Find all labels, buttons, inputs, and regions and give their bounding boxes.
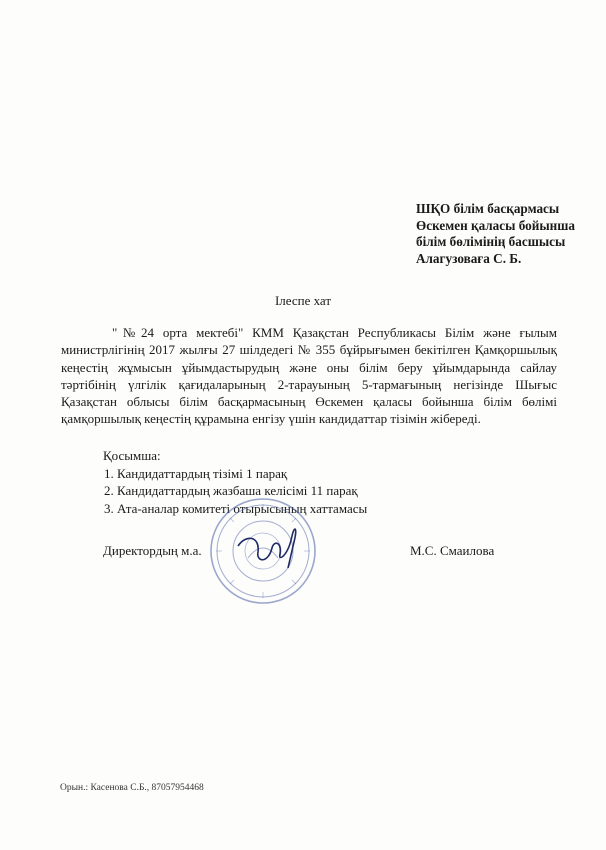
letter-body: "№24 орта мектебі" КММ Қазақстан Республикасы Білім және ғылым министрлігінің 2017 жылғы 27 шілдедегі № 355 бұйрығымен бекітілген Қамқоршылық кеңестің жұмысын ұйымдастырудың және оны білім беру ұйымдарында сайлау тәртібінің үлгілік қағидаларының 2-тарауының 5-тармағының негізінде Шығыс Қазақстан облысы білім басқармасының Өскемен қаласы бойынша білім бөлімі қамқоршылық кеңестің құрамына енгізу үшін кандидаттар тізімін жібереді. bbox=[61, 325, 557, 427]
signatory-name: М.С. Смаилова bbox=[410, 543, 495, 558]
addressee-line-4: Алагузоваға С. Б. bbox=[416, 250, 522, 266]
signatory-title: Директордың м.а. bbox=[103, 543, 202, 558]
attachment-item: 2. Кандидаттардың жазбаша келісімі 11 парақ bbox=[104, 483, 358, 499]
official-stamp-icon bbox=[208, 496, 318, 606]
addressee-line-3: білім бөлімінің басшысы bbox=[416, 234, 566, 249]
addressee-line-2: Өскемен қаласы бойынша bbox=[416, 217, 575, 233]
attachment-item: 3. Ата-аналар комитеті отырысының хаттамасы bbox=[104, 500, 368, 516]
attachment-item: 1. Кандидаттардың тізімі 1 парақ bbox=[104, 466, 288, 481]
addressee-block bbox=[416, 201, 575, 267]
letter-title: Ілеспе хат bbox=[274, 293, 332, 308]
addressee-line-1: ШҚО білім басқармасы bbox=[416, 201, 560, 216]
executor-footer: Орын.: Касенова С.Б., 87057954468 bbox=[60, 783, 204, 793]
attachments-heading: Қосымша: bbox=[103, 448, 161, 463]
